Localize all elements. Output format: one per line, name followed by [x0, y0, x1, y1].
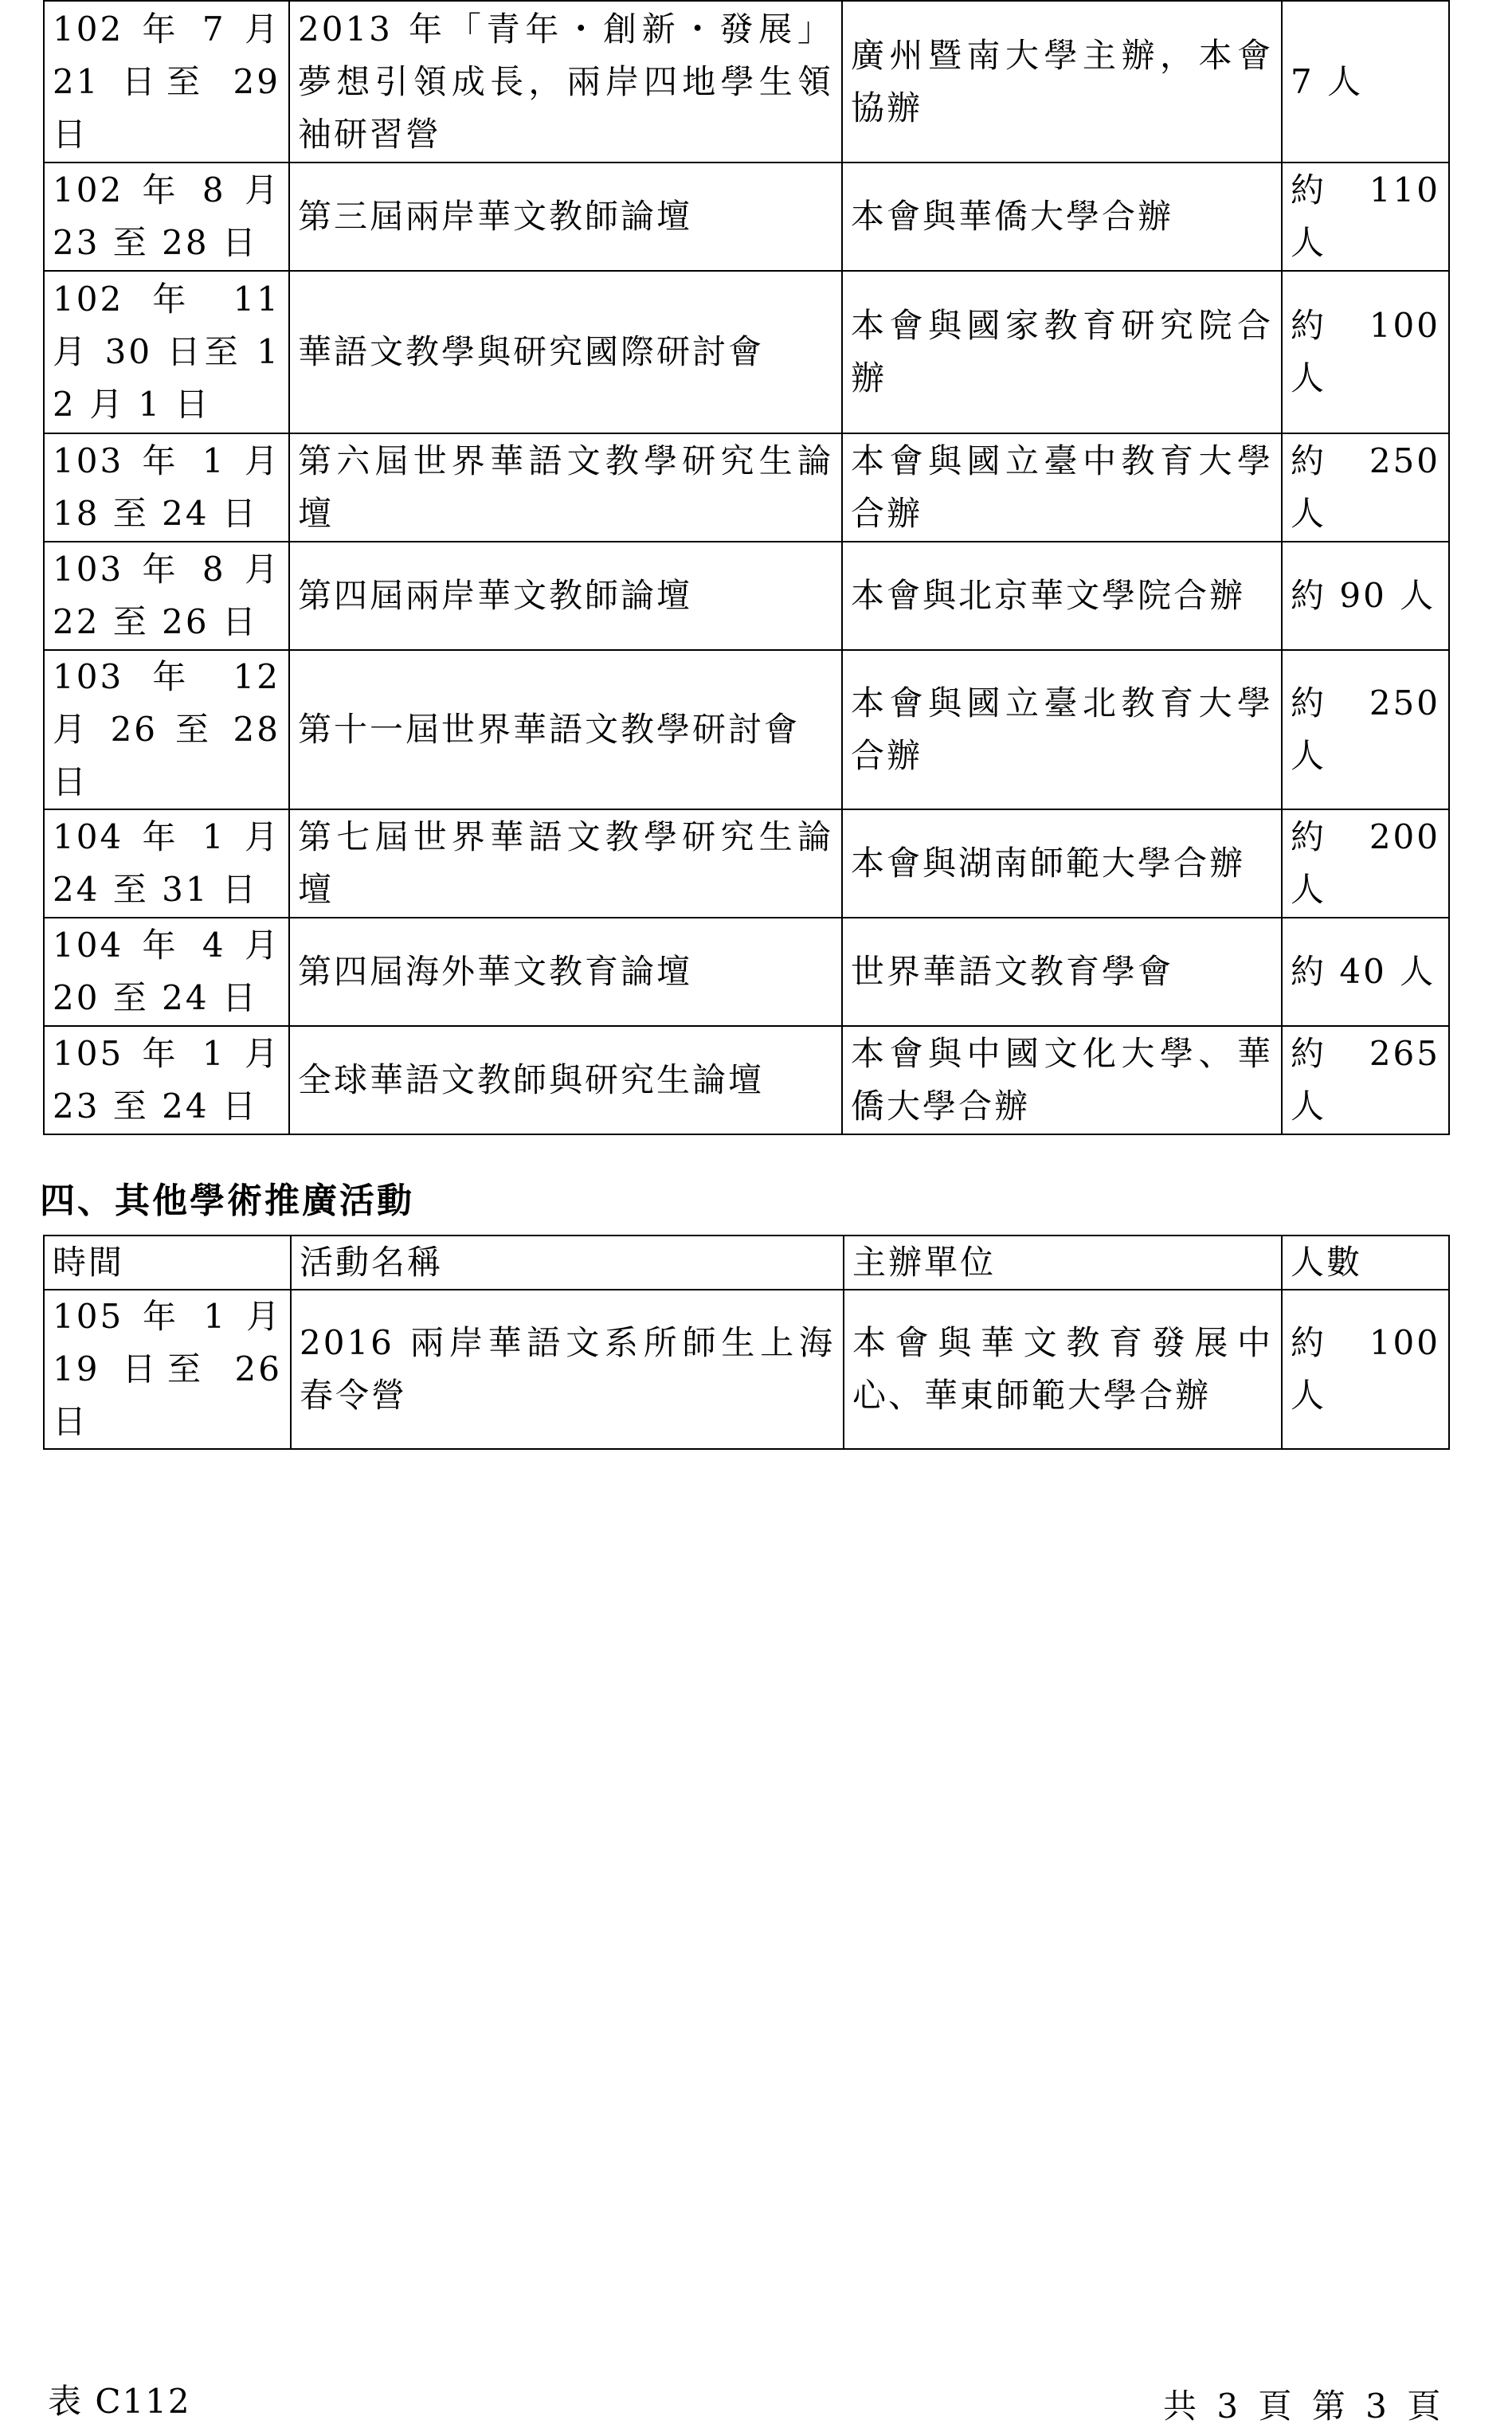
- cell-activity-name: 全球華語文教師與研究生論壇: [289, 1026, 842, 1134]
- table-row: [44, 1, 1449, 163]
- header-activity-name: 活動名稱: [291, 1236, 844, 1290]
- cell-time: 103 年 8 月 22 至 26 日: [44, 542, 289, 650]
- cell-organizer: 廣州暨南大學主辦，本會協辦: [842, 1, 1282, 163]
- table-row: [44, 1026, 1449, 1134]
- cell-activity-name: 第七屆世界華語文教學研究生論壇: [289, 809, 842, 918]
- table-row: [44, 542, 1449, 650]
- cell-activity-name: 2016 兩岸華語文系所師生上海春令營: [291, 1290, 844, 1449]
- cell-time: 102 年 11 月 30 日至 12 月 1 日: [44, 271, 289, 433]
- cell-attendance: 7 人: [1282, 1, 1449, 163]
- other-activities-table: [43, 1235, 1450, 1450]
- table-header-row: [44, 1236, 1449, 1290]
- cell-organizer: 本會與國立臺中教育大學合辦: [842, 433, 1282, 542]
- cell-activity-name: 第十一屆世界華語文教學研討會: [289, 650, 842, 809]
- cell-time: 104 年 1 月 24 至 31 日: [44, 809, 289, 918]
- cell-organizer: 本會與華文教育發展中心、華東師範大學合辦: [844, 1290, 1282, 1449]
- cell-organizer: 本會與國立臺北教育大學合辦: [842, 650, 1282, 809]
- table-row: [44, 1290, 1449, 1449]
- cell-activity-name: 第四屆兩岸華文教師論壇: [289, 542, 842, 650]
- cell-activity-name: 第六屆世界華語文教學研究生論壇: [289, 433, 842, 542]
- cell-time: 103 年 1 月 18 至 24 日: [44, 433, 289, 542]
- cell-organizer: 本會與國家教育研究院合辦: [842, 271, 1282, 433]
- cell-attendance: 約 110 人: [1282, 163, 1449, 271]
- cell-activity-name: 華語文教學與研究國際研討會: [289, 271, 842, 433]
- cell-attendance: 約 90 人: [1282, 542, 1449, 650]
- cell-activity-name: 2013 年「青年・創新・發展」夢想引領成長，兩岸四地學生領袖研習營: [289, 1, 842, 163]
- section-heading: 四、其他學術推廣活動: [40, 1181, 414, 1221]
- table-row: [44, 163, 1449, 271]
- cell-time: 103 年 12 月 26 至 28 日: [44, 650, 289, 809]
- cell-organizer: 本會與北京華文學院合辦: [842, 542, 1282, 650]
- cell-attendance: 約 265 人: [1282, 1026, 1449, 1134]
- cell-attendance: 約 250 人: [1282, 650, 1449, 809]
- cell-organizer: 本會與湖南師範大學合辦: [842, 809, 1282, 918]
- header-organizer: 主辦單位: [844, 1236, 1282, 1290]
- header-time: 時間: [44, 1236, 291, 1290]
- cell-attendance: 約 100 人: [1282, 1290, 1449, 1449]
- cell-time: 105 年 1 月 19 日至 26 日: [44, 1290, 291, 1449]
- form-code: 表 C112: [48, 2382, 191, 2421]
- cell-attendance: 約 40 人: [1282, 918, 1449, 1026]
- events-table: [43, 0, 1450, 1135]
- table-row: [44, 650, 1449, 809]
- cell-activity-name: 第四屆海外華文教育論壇: [289, 918, 842, 1026]
- cell-attendance: 約 100 人: [1282, 271, 1449, 433]
- cell-organizer: 本會與中國文化大學、華僑大學合辦: [842, 1026, 1282, 1134]
- cell-organizer: 本會與華僑大學合辦: [842, 163, 1282, 271]
- header-attendance: 人數: [1282, 1236, 1449, 1290]
- cell-attendance: 約 250 人: [1282, 433, 1449, 542]
- cell-time: 102 年 8 月 23 至 28 日: [44, 163, 289, 271]
- table-row: [44, 809, 1449, 918]
- cell-time: 105 年 1 月 23 至 24 日: [44, 1026, 289, 1134]
- cell-time: 104 年 4 月 20 至 24 日: [44, 918, 289, 1026]
- cell-attendance: 約 200 人: [1282, 809, 1449, 918]
- table-row: [44, 271, 1449, 433]
- cell-time: 102 年 7 月 21 日至 29 日: [44, 1, 289, 163]
- cell-organizer: 世界華語文教育學會: [842, 918, 1282, 1026]
- cell-activity-name: 第三屆兩岸華文教師論壇: [289, 163, 842, 271]
- table-row: [44, 433, 1449, 542]
- table-row: [44, 918, 1449, 1026]
- page-number: 共 3 頁 第 3 頁: [1163, 2387, 1446, 2426]
